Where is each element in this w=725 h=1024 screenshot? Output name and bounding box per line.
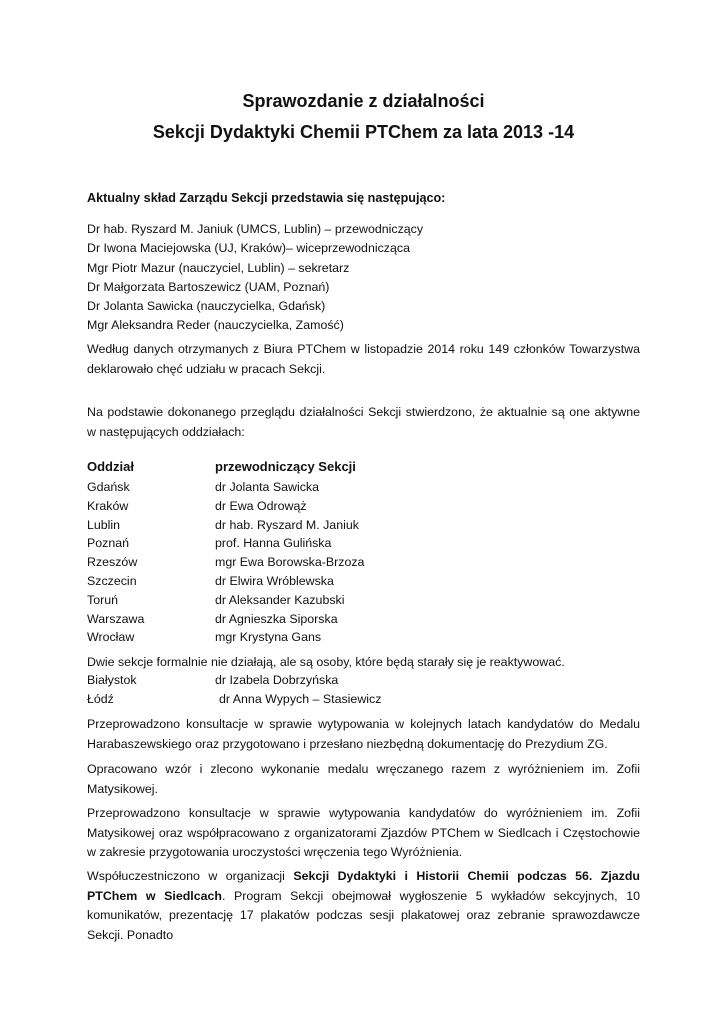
congress-details: . Program Sekcji obejmował wygłoszenie 5 wykładów sekcyjnych, 10 komunikatów, prezentację 17 plakatów podczas sesji plakatowej oraz zebranie sprawozdawcze Sekcji. Ponadto (87, 888, 640, 942)
board-member: Dr Iwona Maciejowska (UJ, Kraków)– wiceprzewodnicząca (87, 241, 410, 256)
board-member: Mgr Aleksandra Reder (nauczycielka, Zamość) (87, 318, 344, 333)
branch-chair: dr Izabela Dobrzyńska (215, 673, 339, 687)
branch-chair: dr Agnieszka Siporska (215, 611, 338, 626)
branch-name: Poznań (87, 536, 130, 551)
congress-intro: Współuczestniczono w organizacji (87, 869, 294, 883)
table-row (87, 534, 640, 553)
branch-name: Szczecin (87, 573, 137, 588)
branch-name: Łódź (87, 692, 114, 706)
branch-name: Wrocław (87, 630, 135, 645)
board-members-list (87, 220, 423, 336)
board-heading: Aktualny skład Zarządu Sekcji przedstawia się następująco: (87, 191, 446, 205)
table-row (87, 610, 640, 629)
award-paragraph: Przeprowadzono konsultacje w sprawie wytypowania kandydatów do wyróżnieniem im. Zofii Matysikowej oraz współpracowano z organizatorami Zjazdów PTChem w Siedlcach i Częstochowie w zakresie przygotowania uroczystości wręczenia tego Wyróżnienia. (87, 806, 640, 860)
branches-table-header (87, 456, 640, 478)
branch-name: Rzeszów (87, 555, 138, 570)
branch-name: Toruń (87, 592, 118, 607)
branch-name: Białystok (87, 673, 137, 687)
table-row (87, 516, 640, 535)
inactive-branches-list (87, 671, 381, 709)
branch-name: Kraków (87, 498, 129, 513)
congress-paragraph (87, 867, 640, 945)
branch-chair: dr Aleksander Kazubski (215, 592, 345, 607)
medal-paragraph: Przeprowadzono konsultacje w sprawie wytypowania w kolejnych latach kandydatów do Medalu Harabaszewskiego oraz przygotowano i przesłano niezbędną dokumentację do Prezydium ZG. (87, 717, 640, 751)
branch-chair: dr Elwira Wróblewska (215, 573, 334, 588)
table-row (87, 497, 640, 516)
board-member: Dr Małgorzata Bartoszewicz (UAM, Poznań) (87, 279, 330, 294)
table-row (87, 628, 640, 647)
table-row (87, 553, 640, 572)
branch-name: Warszawa (87, 611, 145, 626)
header-branch: Oddział (87, 459, 134, 474)
board-member: Dr Jolanta Sawicka (nauczycielka, Gdańsk) (87, 299, 326, 314)
document-title-line-1: Sprawozdanie z działalności (242, 91, 485, 111)
congress-section-name: Sekcji Dydaktyki i Historii Chemii podczas 56. Zjazdu PTChem w Siedlcach (87, 869, 641, 903)
table-row (87, 591, 640, 610)
table-row (87, 671, 381, 690)
members-count-paragraph: Według danych otrzymanych z Biura PTChem w listopadzie 2014 roku 149 członków Towarzystwa deklarowało chęć udziału w pracach Sekcji. (87, 342, 640, 376)
header-chair: przewodniczący Sekcji (215, 459, 356, 474)
table-row (87, 478, 640, 497)
branch-chair: prof. Hanna Gulińska (215, 536, 332, 551)
board-member: Dr hab. Ryszard M. Janiuk (UMCS, Lublin) – przewodniczący (87, 222, 424, 236)
branch-name: Gdańsk (87, 480, 130, 494)
branch-chair: dr hab. Ryszard M. Janiuk (215, 517, 359, 532)
branch-chair: mgr Ewa Borowska-Brzoza (215, 555, 365, 570)
document-title-line-2: Sekcji Dydaktyki Chemii PTChem za lata 2013 -14 (152, 122, 575, 142)
branches-table (87, 456, 640, 647)
inactive-sections-note: Dwie sekcje formalnie nie działają, ale są osoby, które będą starały się je reaktywować. (87, 655, 565, 669)
review-paragraph: Na podstawie dokonanego przeglądu działalności Sekcji stwierdzono, że aktualnie są one aktywne w następujących oddziałach: (87, 405, 640, 439)
table-row (87, 690, 381, 709)
medal-design-paragraph: Opracowano wzór i zlecono wykonanie medalu wręczanego razem z wyróżnieniem im. Zofii Matysikowej. (87, 762, 640, 796)
branch-name: Lublin (87, 517, 121, 532)
board-member: Mgr Piotr Mazur (nauczyciel, Lublin) – sekretarz (87, 260, 350, 275)
branch-chair: dr Ewa Odrowąż (215, 498, 307, 513)
branch-chair: dr Jolanta Sawicka (215, 480, 319, 494)
branch-chair: mgr Krystyna Gans (215, 630, 322, 645)
table-row (87, 572, 640, 591)
branch-chair: dr Anna Wypych – Stasiewicz (219, 692, 382, 706)
